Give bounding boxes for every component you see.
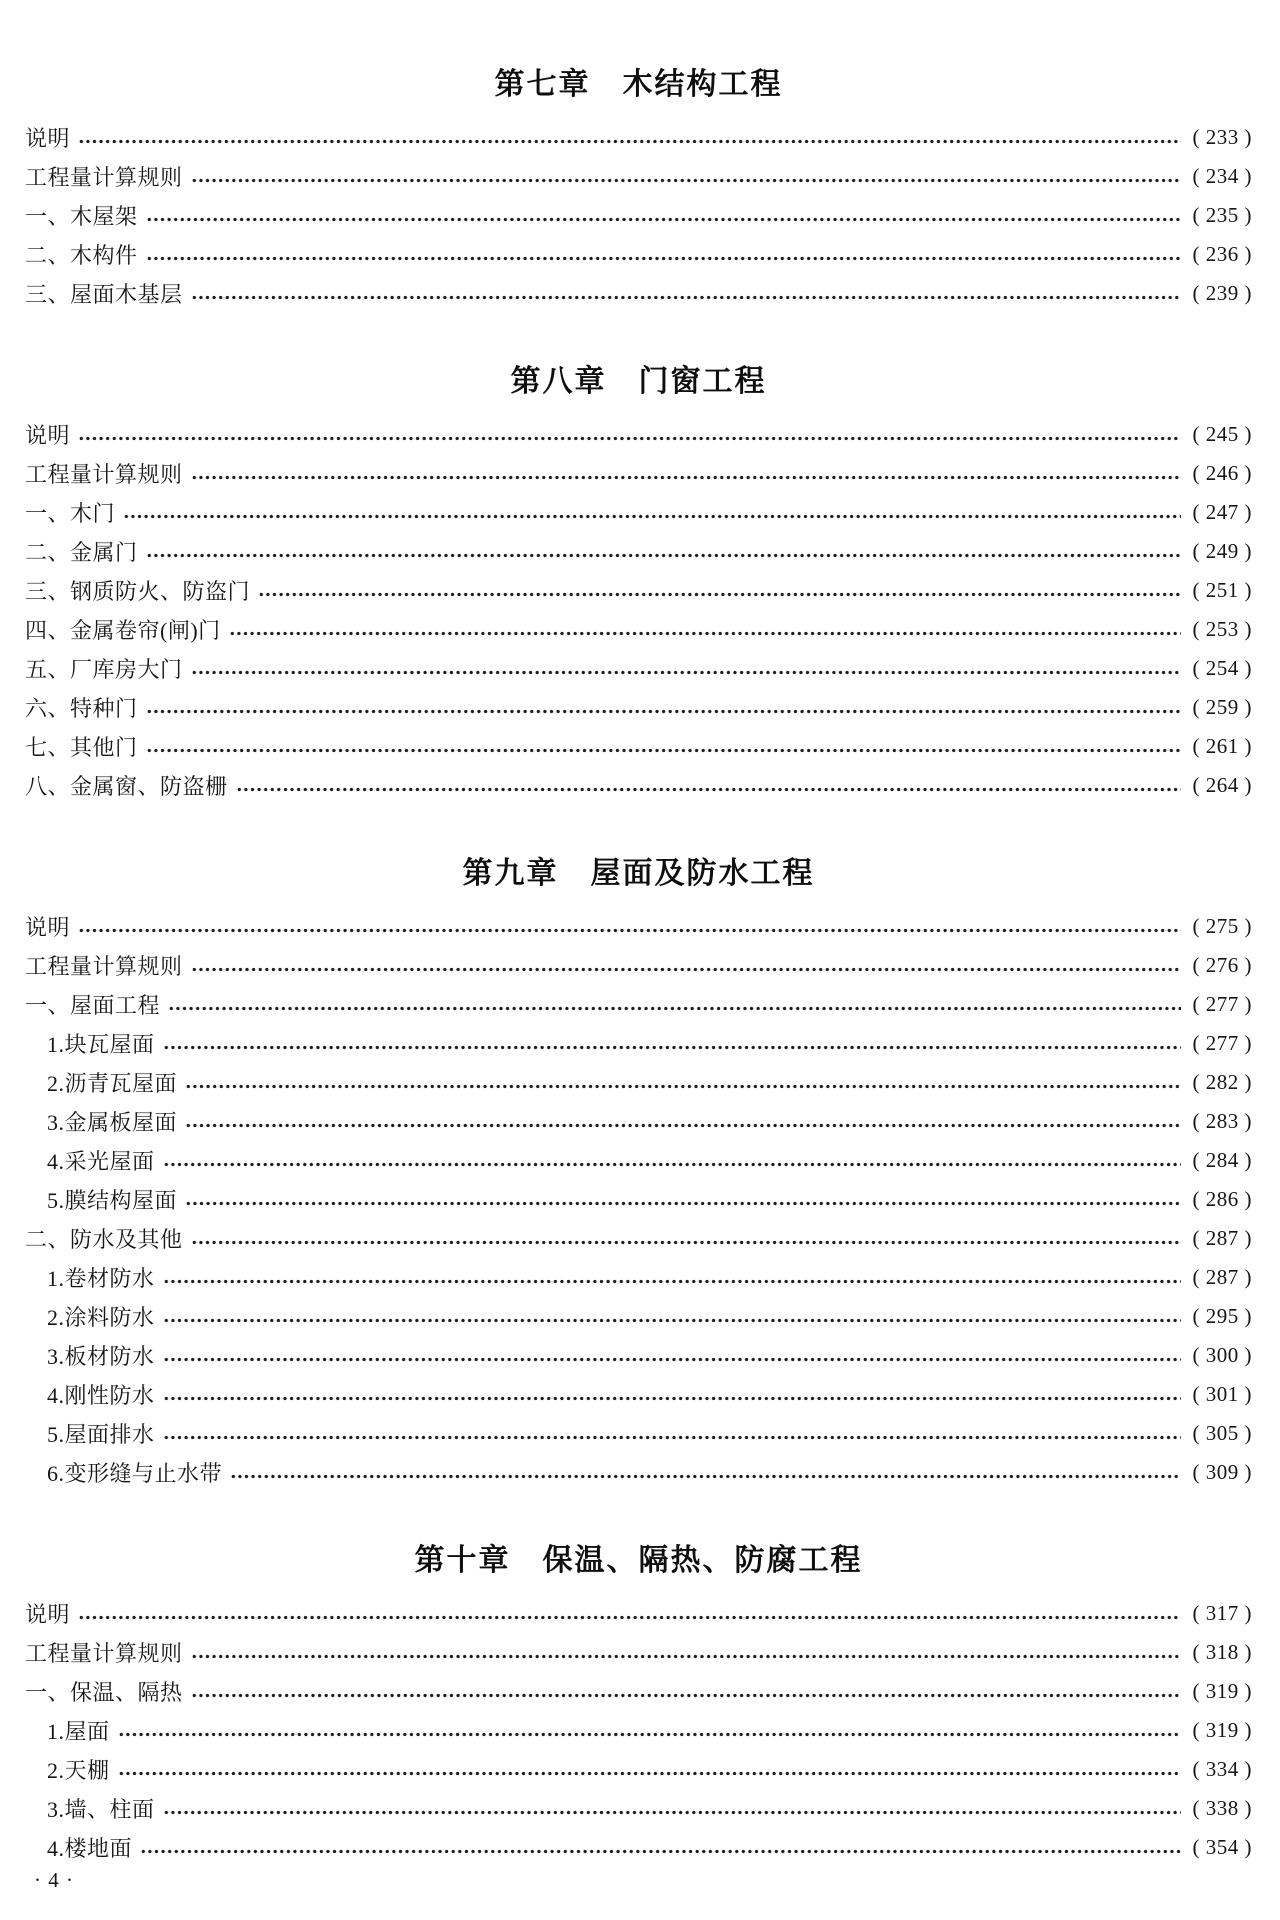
dot-leader bbox=[146, 688, 1181, 727]
toc-entry-page: ( 305 ) bbox=[1192, 1421, 1252, 1445]
toc-row bbox=[25, 1633, 1252, 1672]
dot-leader bbox=[185, 1180, 1180, 1219]
dot-leader bbox=[146, 727, 1181, 766]
toc-row bbox=[25, 946, 1252, 985]
toc-entry-label: 二、金属门 bbox=[25, 540, 138, 565]
toc-entry-label: 3.墙、柱面 bbox=[47, 1797, 155, 1822]
toc-row bbox=[25, 454, 1252, 493]
toc-row bbox=[25, 196, 1252, 235]
toc-entry-page: ( 253 ) bbox=[1192, 617, 1252, 641]
toc-row bbox=[25, 1141, 1252, 1180]
dot-leader bbox=[185, 1102, 1180, 1141]
toc-entry-page: ( 317 ) bbox=[1192, 1601, 1252, 1625]
toc-row bbox=[25, 649, 1252, 688]
toc-entry-page: ( 282 ) bbox=[1192, 1070, 1252, 1094]
toc-entry-page: ( 246 ) bbox=[1192, 461, 1252, 485]
toc-row bbox=[25, 235, 1252, 274]
dot-leader bbox=[78, 415, 1180, 454]
toc-row bbox=[25, 1594, 1252, 1633]
toc-entry-label: 工程量计算规则 bbox=[25, 954, 183, 979]
toc-row bbox=[25, 727, 1252, 766]
dot-leader bbox=[78, 118, 1180, 157]
toc-entry-label: 3.金属板屋面 bbox=[47, 1110, 178, 1135]
toc-entry-label: 二、防水及其他 bbox=[25, 1227, 183, 1252]
dot-leader bbox=[163, 1414, 1181, 1453]
toc-entry-page: ( 261 ) bbox=[1192, 734, 1252, 758]
toc-entry-label: 五、厂库房大门 bbox=[25, 657, 183, 682]
toc-entry-page: ( 283 ) bbox=[1192, 1109, 1252, 1133]
dot-leader bbox=[191, 1672, 1181, 1711]
toc-row bbox=[25, 1180, 1252, 1219]
dot-leader bbox=[229, 610, 1181, 649]
toc-entry-label: 一、木门 bbox=[25, 501, 116, 526]
toc-entry-page: ( 264 ) bbox=[1192, 773, 1252, 797]
toc-entry-page: ( 275 ) bbox=[1192, 914, 1252, 938]
section-rows bbox=[25, 907, 1252, 1492]
toc-entry-label: 工程量计算规则 bbox=[25, 1641, 183, 1666]
toc-entry-page: ( 239 ) bbox=[1192, 281, 1252, 305]
toc-row bbox=[25, 1375, 1252, 1414]
toc-entry-label: 说明 bbox=[25, 1602, 71, 1627]
toc-section bbox=[25, 62, 1252, 313]
toc-entry-label: 3.板材防水 bbox=[47, 1344, 155, 1369]
dot-leader bbox=[146, 532, 1181, 571]
toc-entry-page: ( 334 ) bbox=[1192, 1757, 1252, 1781]
toc-entry-label: 工程量计算规则 bbox=[25, 165, 183, 190]
dot-leader bbox=[146, 235, 1181, 274]
toc-entry-label: 2.涂料防水 bbox=[47, 1305, 155, 1330]
chapter-title: 第七章 木结构工程 bbox=[494, 68, 783, 101]
dot-leader bbox=[191, 157, 1181, 196]
toc-entry-page: ( 318 ) bbox=[1192, 1640, 1252, 1664]
toc-entry-label: 七、其他门 bbox=[25, 735, 138, 760]
dot-leader bbox=[163, 1141, 1181, 1180]
dot-leader bbox=[191, 454, 1181, 493]
dot-leader bbox=[185, 1063, 1180, 1102]
toc-row bbox=[25, 1258, 1252, 1297]
toc-section bbox=[25, 851, 1252, 1492]
dot-leader bbox=[191, 1633, 1181, 1672]
toc-entry-label: 说明 bbox=[25, 423, 71, 448]
chapter-title: 第八章 门窗工程 bbox=[510, 365, 767, 398]
toc-entry-page: ( 249 ) bbox=[1192, 539, 1252, 563]
toc-row bbox=[25, 1102, 1252, 1141]
dot-leader bbox=[236, 766, 1181, 805]
toc-row bbox=[25, 415, 1252, 454]
toc-entry-label: 三、钢质防火、防盗门 bbox=[25, 579, 251, 604]
toc-row bbox=[25, 1297, 1252, 1336]
toc-entry-page: ( 309 ) bbox=[1192, 1460, 1252, 1484]
toc-entry-page: ( 286 ) bbox=[1192, 1187, 1252, 1211]
toc-row bbox=[25, 1414, 1252, 1453]
toc-row bbox=[25, 1336, 1252, 1375]
toc-row bbox=[25, 571, 1252, 610]
toc-entry-page: ( 287 ) bbox=[1192, 1265, 1252, 1289]
dot-leader bbox=[123, 493, 1180, 532]
chapter-title: 第十章 保温、隔热、防腐工程 bbox=[414, 1544, 863, 1577]
page-number-footer: · 4 · bbox=[34, 1868, 74, 1892]
toc-entry-page: ( 236 ) bbox=[1192, 242, 1252, 266]
dot-leader bbox=[163, 1024, 1181, 1063]
toc-entry-page: ( 301 ) bbox=[1192, 1382, 1252, 1406]
dot-leader bbox=[163, 1258, 1181, 1297]
toc-row bbox=[25, 493, 1252, 532]
toc-entry-label: 一、屋面工程 bbox=[25, 993, 161, 1018]
toc-entry-label: 八、金属窗、防盗栅 bbox=[25, 774, 228, 799]
section-rows bbox=[25, 415, 1252, 805]
toc-row bbox=[25, 688, 1252, 727]
toc-entry-label: 1.卷材防水 bbox=[47, 1266, 155, 1291]
dot-leader bbox=[168, 985, 1180, 1024]
dot-leader bbox=[230, 1453, 1180, 1492]
toc-entry-label: 三、屋面木基层 bbox=[25, 282, 183, 307]
toc-row bbox=[25, 1789, 1252, 1828]
dot-leader bbox=[191, 649, 1181, 688]
toc-row bbox=[25, 1750, 1252, 1789]
toc-entry-label: 4.刚性防水 bbox=[47, 1383, 155, 1408]
toc-entry-page: ( 254 ) bbox=[1192, 656, 1252, 680]
toc-row bbox=[25, 1063, 1252, 1102]
toc-entry-page: ( 277 ) bbox=[1192, 992, 1252, 1016]
toc-row bbox=[25, 610, 1252, 649]
toc-entry-page: ( 234 ) bbox=[1192, 164, 1252, 188]
toc-entry-label: 一、保温、隔热 bbox=[25, 1680, 183, 1705]
toc-entry-page: ( 245 ) bbox=[1192, 422, 1252, 446]
toc-entry-page: ( 300 ) bbox=[1192, 1343, 1252, 1367]
chapter-title: 第九章 屋面及防水工程 bbox=[462, 857, 815, 890]
toc-section bbox=[25, 1538, 1252, 1867]
toc-entry-label: 2.沥青瓦屋面 bbox=[47, 1071, 178, 1096]
dot-leader bbox=[163, 1297, 1181, 1336]
section-rows bbox=[25, 118, 1252, 313]
section-rows bbox=[25, 1594, 1252, 1867]
toc-entry-page: ( 277 ) bbox=[1192, 1031, 1252, 1055]
toc-entry-label: 1.块瓦屋面 bbox=[47, 1032, 155, 1057]
toc-entry-label: 工程量计算规则 bbox=[25, 462, 183, 487]
toc-entry-label: 6.变形缝与止水带 bbox=[47, 1461, 223, 1486]
toc-row bbox=[25, 274, 1252, 313]
dot-leader bbox=[146, 196, 1181, 235]
toc-row bbox=[25, 1024, 1252, 1063]
toc-entry-page: ( 235 ) bbox=[1192, 203, 1252, 227]
toc-entry-label: 说明 bbox=[25, 915, 71, 940]
toc-row bbox=[25, 157, 1252, 196]
dot-leader bbox=[191, 274, 1181, 313]
dot-leader bbox=[163, 1336, 1181, 1375]
dot-leader bbox=[118, 1711, 1181, 1750]
dot-leader bbox=[163, 1789, 1181, 1828]
toc-entry-page: ( 354 ) bbox=[1192, 1835, 1252, 1859]
toc-entry-label: 5.膜结构屋面 bbox=[47, 1188, 178, 1213]
toc-entry-label: 5.屋面排水 bbox=[47, 1422, 155, 1447]
toc-entry-label: 四、金属卷帘(闸)门 bbox=[25, 618, 221, 643]
toc-entry-label: 二、木构件 bbox=[25, 243, 138, 268]
dot-leader bbox=[191, 1219, 1181, 1258]
toc-entry-label: 说明 bbox=[25, 126, 71, 151]
toc-entry-label: 一、木屋架 bbox=[25, 204, 138, 229]
toc-row bbox=[25, 766, 1252, 805]
toc-entry-label: 4.楼地面 bbox=[47, 1836, 133, 1861]
dot-leader bbox=[78, 1594, 1180, 1633]
toc-entry-label: 六、特种门 bbox=[25, 696, 138, 721]
toc-entry-page: ( 251 ) bbox=[1192, 578, 1252, 602]
toc-row bbox=[25, 985, 1252, 1024]
toc-row bbox=[25, 532, 1252, 571]
toc-entry-page: ( 247 ) bbox=[1192, 500, 1252, 524]
dot-leader bbox=[140, 1828, 1180, 1867]
toc-row bbox=[25, 1219, 1252, 1258]
toc-row bbox=[25, 118, 1252, 157]
dot-leader bbox=[258, 571, 1180, 610]
toc-entry-label: 1.屋面 bbox=[47, 1719, 110, 1744]
toc-section bbox=[25, 359, 1252, 805]
dot-leader bbox=[191, 946, 1181, 985]
dot-leader bbox=[78, 907, 1180, 946]
dot-leader bbox=[118, 1750, 1181, 1789]
toc-entry-page: ( 233 ) bbox=[1192, 125, 1252, 149]
toc-row bbox=[25, 1672, 1252, 1711]
dot-leader bbox=[163, 1375, 1181, 1414]
toc-row bbox=[25, 1711, 1252, 1750]
toc-entry-page: ( 284 ) bbox=[1192, 1148, 1252, 1172]
toc-row bbox=[25, 1453, 1252, 1492]
toc-entry-page: ( 319 ) bbox=[1192, 1679, 1252, 1703]
toc-entry-page: ( 259 ) bbox=[1192, 695, 1252, 719]
toc-entry-page: ( 295 ) bbox=[1192, 1304, 1252, 1328]
toc-entry-label: 2.天棚 bbox=[47, 1758, 110, 1783]
toc-entry-page: ( 276 ) bbox=[1192, 953, 1252, 977]
toc-entry-page: ( 338 ) bbox=[1192, 1796, 1252, 1820]
toc-entry-page: ( 319 ) bbox=[1192, 1718, 1252, 1742]
toc-row bbox=[25, 907, 1252, 946]
toc-row bbox=[25, 1828, 1252, 1867]
toc-entry-label: 4.采光屋面 bbox=[47, 1149, 155, 1174]
toc-entry-page: ( 287 ) bbox=[1192, 1226, 1252, 1250]
